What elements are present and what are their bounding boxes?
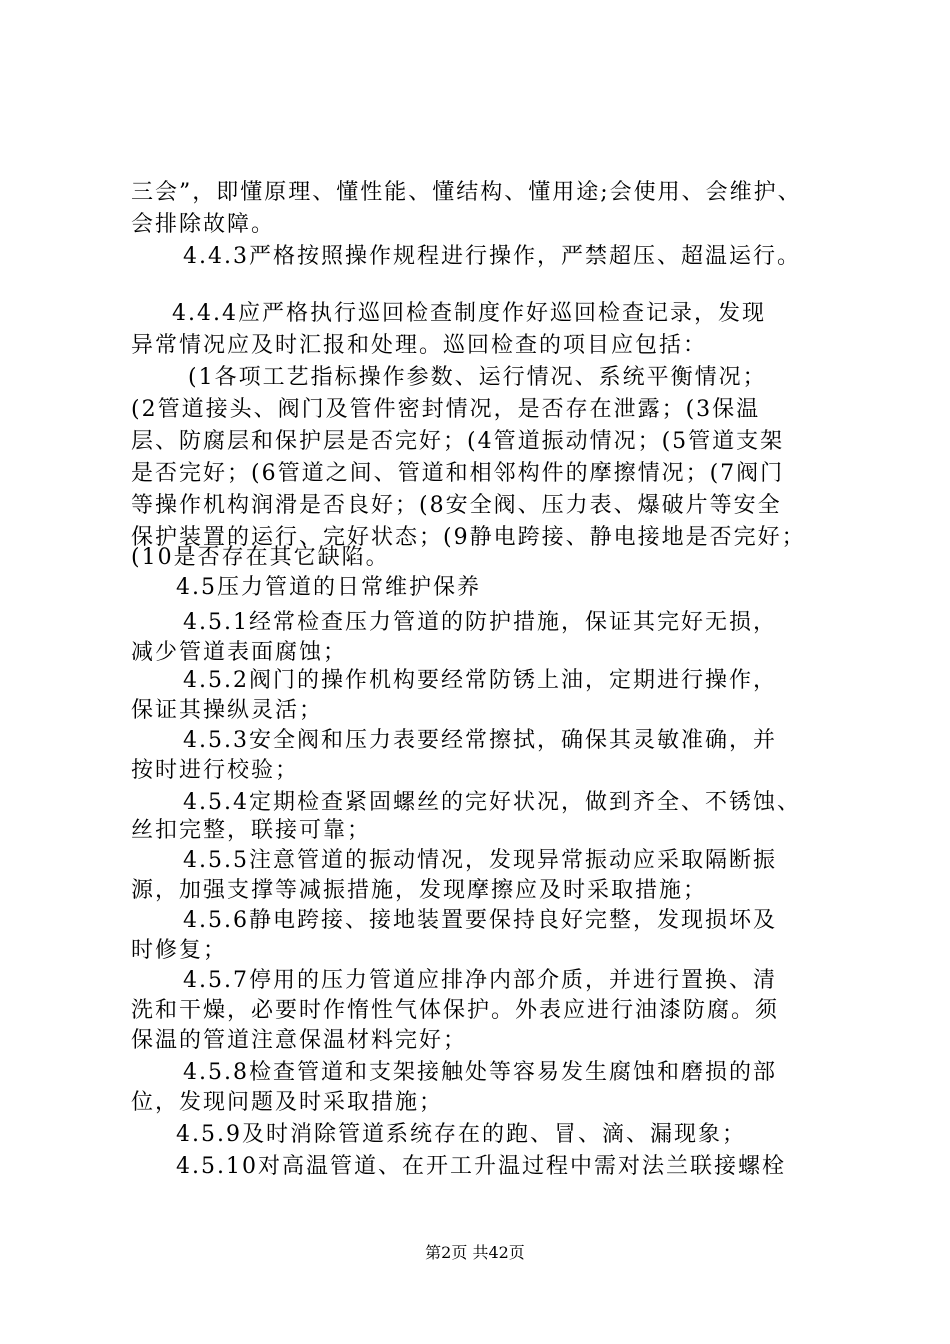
text-line: 等操作机构润滑是否良好；(8安全阀、压力表、爆破片等安全: [131, 493, 782, 518]
text-line: 位，发现问题及时采取措施；: [131, 1090, 444, 1115]
text-line: 层、防腐层和保护层是否完好；(4管道振动情况；(5管道支架: [131, 429, 785, 454]
text-line: 会排除故障。: [131, 212, 276, 237]
text-line: 保护装置的运行、完好状态；(9静电跨接、静电接地是否完好；: [131, 525, 806, 550]
text-line: 4.5.9及时消除管道系统存在的跑、冒、滴、漏现象；: [176, 1122, 746, 1147]
text-line: 4.5.4定期检查紧固螺丝的完好状况，做到齐全、不锈蚀、: [183, 790, 801, 815]
text-line: 异常情况应及时汇报和处理。巡回检查的项目应包括：: [131, 333, 708, 358]
text-line: 保温的管道注意保温材料完好；: [131, 1028, 468, 1053]
text-line: 4.5.7停用的压力管道应排净内部介质，并进行置换、清: [183, 968, 777, 993]
text-line: (1各项工艺指标操作参数、运行情况、系统平衡情况；: [188, 365, 767, 390]
text-line: 按时进行校验；: [131, 758, 300, 783]
text-line: 丝扣完整，联接可靠；: [131, 818, 372, 843]
text-line: 4.5.1经常检查压力管道的防护措施，保证其完好无损，: [183, 610, 777, 635]
text-line: 时修复；: [131, 938, 228, 963]
text-line: 4.5.10对高温管道、在开工升温过程中需对法兰联接螺栓: [176, 1154, 786, 1179]
text-line: 源，加强支撑等减振措施，发现摩擦应及时采取措施；: [131, 878, 708, 903]
text-line: 减少管道表面腐蚀；: [131, 640, 348, 665]
text-line: 保证其操纵灵活；: [131, 698, 324, 723]
section-heading: 4.5压力管道的日常维护保养: [176, 575, 481, 600]
text-line: 洗和干燥，必要时作惰性气体保护。外表应进行油漆防腐。须: [131, 998, 780, 1023]
text-line: (10是否存在其它缺陷。: [131, 545, 390, 570]
text-line: 是否完好；(6管道之间、管道和相邻构件的摩擦情况；(7阀门: [131, 461, 785, 486]
page-footer: 第2页 共42页: [425, 1243, 525, 1262]
text-line: 4.5.8检查管道和支架接触处等容易发生腐蚀和磨损的部: [183, 1060, 777, 1085]
text-line: 4.4.4应严格执行巡回检查制度作好巡回检查记录，发现: [172, 301, 766, 326]
text-line: 4.5.3安全阀和压力表要经常擦拭，确保其灵敏准确，并: [183, 728, 777, 753]
text-line: 4.5.6静电跨接、接地装置要保持良好完整，发现损坏及: [183, 908, 777, 933]
text-line: (2管道接头、阀门及管件密封情况，是否存在泄露；(3保温: [131, 397, 761, 422]
text-line: 4.5.2阀门的操作机构要经常防锈上油，定期进行操作，: [183, 668, 777, 693]
text-line: 4.5.5注意管道的振动情况，发现异常振动应采取隔断振: [183, 848, 777, 873]
text-line: 三会”，即懂原理、懂性能、懂结构、懂用途;会使用、会维护、: [131, 180, 802, 205]
text-line: 4.4.3严格按照操作规程进行操作，严禁超压、超温运行。: [183, 244, 801, 269]
